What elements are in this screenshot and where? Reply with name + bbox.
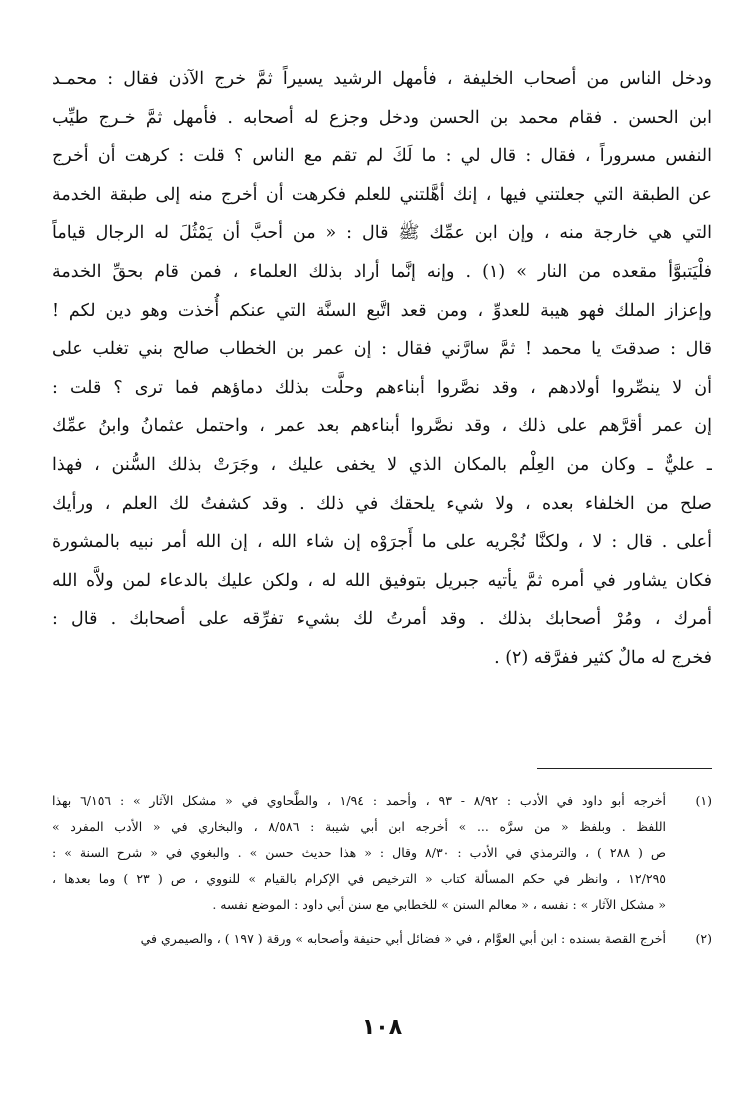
text-line: ابن الحسن . فقام محمد بن الحسن ودخل وجزع له أصحابه . فأمهل ثمَّ خـرج طيِّب [52,107,712,128]
footnote-number: (١) [695,793,712,808]
footnotes [52,788,712,960]
text-line: ودخل الناس من أصحاب الخليفة ، فأمهل الرشيد يسيراً ثمَّ خرج الآذن فقال : محمـد [52,69,712,89]
page-number: ١٠٨ [361,1015,403,1040]
footnote-body [52,788,666,918]
text-line: ـ عليٌّ ـ وكان من العِلْم بالمكان الذي لا يخفى عليك ، وجَرَتْ بذلك السُّنن ، فهذا [52,454,712,475]
text-line: النفس مسروراً ، فقال : قال لي : ما لَكَ لم تقم مع الناس ؟ قلت : كرهت أن أخرج [52,146,712,167]
text-line: صلح من الخلفاء بعده ، ولا شيء يلحقك في ذلك . وقد كشفتُ لك العلم ، ورأيك [52,493,712,514]
footnote-line: اللفظ . وبلفظ « من سرَّه ... » أخرجه ابن أبي شيبة : ٨/٥٨٦ ، والبخاري في « الأدب المفرد » [52,819,666,834]
footnote-number: (٢) [695,931,712,946]
main-text [52,60,712,678]
footnote-line: ص ( ٢٨٨ ) ، والترمذي في الأدب : ٨/٣٠ وقال : « هذا حديث حسن » . والبغوي في « شرح السنة » : [52,845,666,860]
text-line: وإعزاز الملك فهو هيبة للعدوِّ ، ومن قعد اتَّبع السنَّة التي عنكم أُخذت وهو دين لكم ! [52,300,712,321]
footnote-line: أخرجه أبو داود في الأدب : ٨/٩٢ - ٩٣ ، وأحمد : ١/٩٤ ، والطَّحاوي في « مشكل الآثار » : ٦/١٥٦ بهذا [52,793,666,808]
footnote-line: « مشكل الآثار » : نفسه ، « معالم السنن » للخطابي مع سنن أبي داود : الموضع نفسه . [212,897,666,912]
text-line: أمرك ، ومُرْ أصحابك بذلك . وقد أمرتُ لك بشيء تفرِّقه على أصحابك . قال : [52,609,712,630]
footnote-line: أخرج القصة بسنده : ابن أبي العوَّام ، في « فضائل أبي حنيفة وأصحابه » ورقة ( ١٩٧ ) ، والصيمري في [140,931,666,946]
text-line: فلْيَتبوَّأ مقعده من النار » (١) . وإنه إنَّما أراد بذلك العلماء ، فمن قام بحقِّ الخدمة [52,261,712,282]
text-line: إن عمر أقرَّهم على ذلك ، وقد نصَّروا أبناءهم بعد عمر ، واحتمل عثمانُ وابنُ عمِّك [52,416,712,437]
text-line: فخرج له مالٌ كثير ففرَّقه (٢) . [494,647,712,668]
text-line: قال : صدقتَ يا محمد ! ثمَّ سارَّني فقال : إن عمر بن الخطاب صالح بني تغلب على [52,339,712,360]
text-line: أن لا ينصِّروا أولادهم ، وقد نصَّروا أبناءهم وحلَّت بذلك دماؤهم فما ترى ؟ قلت : [52,377,712,398]
text-line: عن الطبقة التي جعلتني فيها ، إنك أهَّلتني للعلم فكرهت أن أخرج منه إلى طبقة الخدمة [52,184,712,205]
text-line: التي هي خارجة منه ، وإن ابن عمِّك ﷺ قال : « من أحبَّ أن يَمْثُلَ له الرجال قياماً [52,223,712,244]
footnote [52,788,712,918]
footnote [52,926,712,952]
text-line: فكان يشاور في أمره ثمَّ يأتيه جبريل بتوفيق الله له ، ولكن عليك بالدعاء لمن ولاَّه الله [52,570,712,591]
footnote-separator [537,768,712,769]
footnote-body [52,926,666,952]
footnote-line: ١٢/٢٩٥ ، وانظر في حكم المسألة كتاب « الترخيص في الإكرام بالقيام » للنووي ، ص ( ٢٣ ) وما بعدها ، [52,871,666,886]
text-line: أعلى . قال : لا ، ولكنَّا نُجْريه على ما أَجرَوْه إن شاء الله ، إن الله أمر نبيه بالمشورة [52,532,712,553]
book-page [52,60,712,1060]
